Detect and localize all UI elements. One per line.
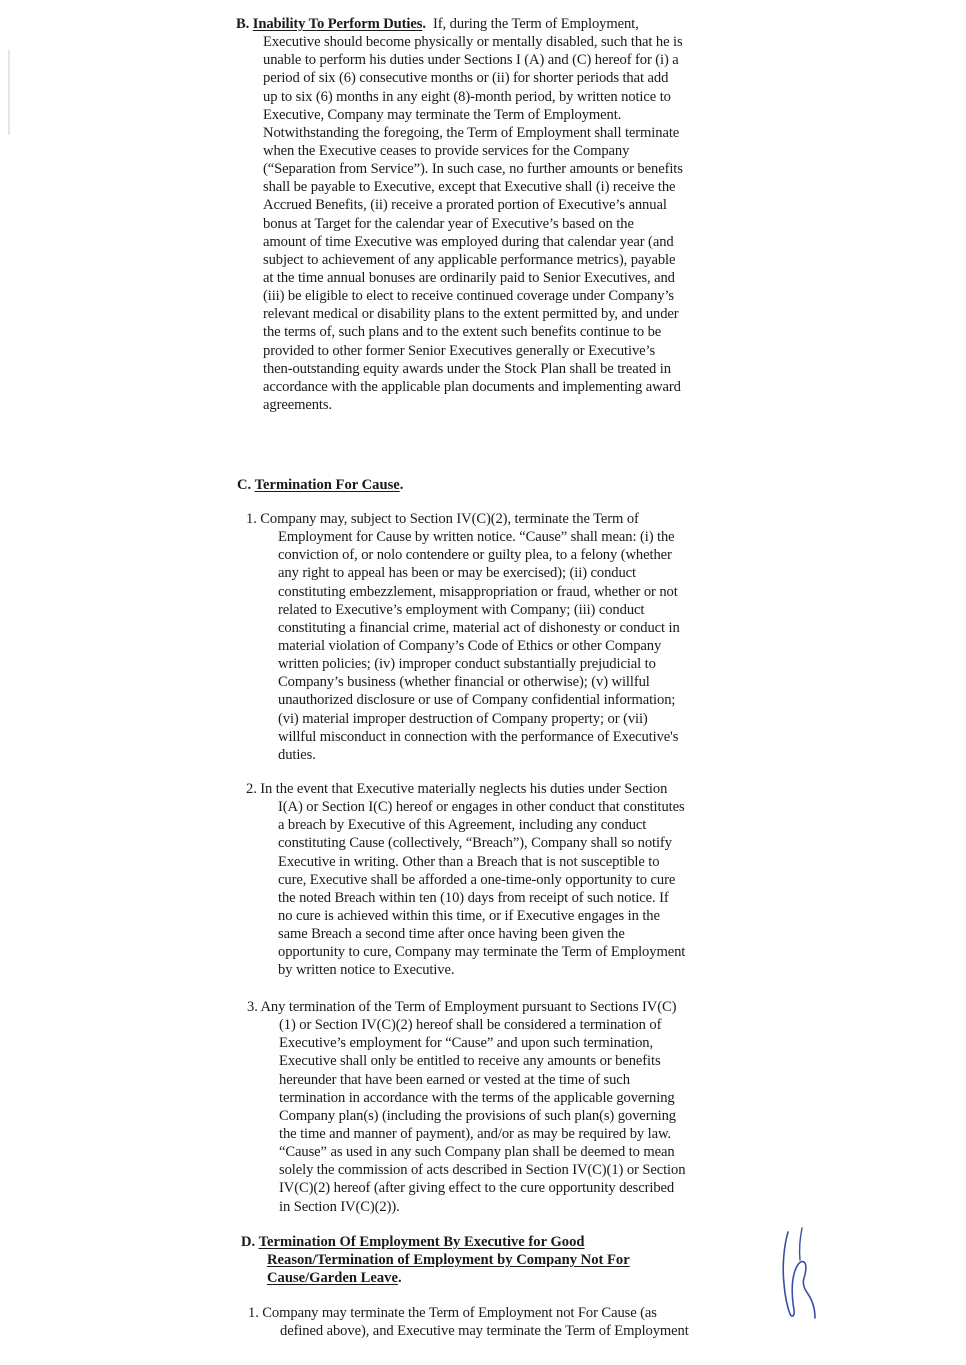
item-line: Employment for Cause by written notice. “Cause” shall mean: (i) the [278,529,675,546]
item-line: I(A) or Section I(C) hereof or engages in other conduct that constitutes [278,799,685,816]
item-line: 1. Company may terminate the Term of Employment not For Cause (as [248,1305,657,1321]
item-line: material violation of Company’s Code of Ethics or other Company [278,637,662,654]
section-b-line: Notwithstanding the foregoing, the Term of Employment shall terminate [263,124,680,141]
item-line: in Section IV(C)(2)). [279,1198,400,1215]
section-b-line: Executive, Company may terminate the Term of Employment. [263,106,622,123]
section-b-line: then-outstanding equity awards under the Stock Plan shall be treated in [263,360,671,377]
item-line: written policies; (iv) improper conduct substantially prejudicial to [278,656,656,673]
section-b-line: period of six (6) consecutive months or (ii) for shorter periods that add [263,70,669,87]
item-line: the time and manner of payment), and/or as may be required by law. [279,1125,672,1142]
section-b-line: shall be payable to Executive, except that Executive shall (i) receive the [263,179,676,196]
item-line: same Breach a second time after once having been given the [278,926,625,943]
item-line: 1. Company may, subject to Section IV(C)(2), terminate the Term of [246,511,639,527]
section-c-title: Termination For Cause [254,477,400,493]
item-line: (1) or Section IV(C)(2) hereof shall be considered a termination of [279,1017,662,1034]
item-line: constituting a financial crime, material act of dishonesty or conduct in [278,619,680,636]
item-line: termination in accordance with the terms of the applicable governing [279,1089,675,1106]
item-line: IV(C)(2) hereof (after giving effect to the cure opportunity described [279,1180,675,1197]
item-line: the noted Breach within ten (10) days from receipt of such notice. If [278,889,669,906]
section-b-paragraph: B. Inability To Perform Duties. If, during the Term of Employment, Executive should become physically or mentally disabled, such that he is unable to perform his duties under Sections I (A) and (C) hereof for (i) a period of six (6) consecutive months or (ii) for shorter periods that add up to six (6) months in any eight (8)-month period, by written notice to Executive, Company may terminate the Term of Employment. Notwithstanding the foregoing, the Term of Employment shall terminate when the Executive ceases to provide services for the Company (“Separation from Service”). In such case, no further amounts or benefits shall be payable to Executive, except that Executive shall (i) receive the Accrued Benefits, (ii) receive a prorated portion of Executive’s annual bonus at Target for the calendar year of Executive’s based on the amount of time Executive was employed during that calendar year (and subject to achievement of any applicable performance metrics), payable at the time annual bonuses are ordinarily paid to Senior Executives, and (iii) be eligible to elect to receive continued coverage under Company’s relevant medical or disability plans to the extent permitted by, and under the terms of, such plans and to the extent such benefits continue to be provided to other former Senior Executives generally or Executive’s then-outstanding equity awards under the Stock Plan shall be treated in accordance with the applicable plan documents and implementing award agreements. [236,16,683,413]
section-d-title-line: Reason/Termination of Employment by Company Not For [267,1252,630,1269]
section-b-line: at the time annual bonuses are ordinarily paid to Senior Executives, and [263,269,675,286]
section-d-item-1 [248,1304,689,1340]
section-b-letter: B. [236,16,250,32]
item-line: a breach by Executive of this Agreement, including any conduct [278,817,647,834]
section-c-item-2 [246,780,685,980]
item-line: willful misconduct in connection with the performance of Executive's [278,728,679,745]
section-c-letter: C. [237,477,252,493]
item-line: Company’s business (whether financial or otherwise); (v) willful [278,674,650,691]
section-b-line: subject to achievement of any applicable performance metrics), payable [263,251,676,268]
item-line: Executive shall only be entitled to receive any amounts or benefits [279,1053,661,1070]
item-line: 2. In the event that Executive materially neglects his duties under Section [246,781,668,797]
item-line: any right to appeal has been or may be exercised); (ii) conduct [278,565,636,582]
section-b-line: unable to perform his duties under Sections I (A) and (C) hereof for (i) a [263,52,679,69]
section-c-item-3 [247,998,685,1216]
item-line: unauthorized disclosure or use of Company confidential information; [278,692,676,709]
item-line: related to Executive’s employment with Company; (iii) conduct [278,601,645,618]
item-line: solely the commission of acts described in Section IV(C)(1) or Section [279,1162,686,1179]
section-b-line: when the Executive ceases to provide services for the Company [263,142,630,159]
item-line: 3. Any termination of the Term of Employment pursuant to Sections IV(C) [247,999,677,1015]
section-b-line: accordance with the applicable plan documents and implementing award [263,378,681,395]
section-b-line: Accrued Benefits, (ii) receive a prorated portion of Executive’s annual [263,197,667,214]
item-line: cure, Executive shall be afforded a one-time-only opportunity to cure [278,871,676,888]
section-b-title: Inability To Perform Duties [252,16,423,32]
handwritten-initials-signature [778,1226,826,1324]
section-b-line: If, during the Term of Employment, [433,16,639,32]
item-line: (vi) material improper destruction of Company property; or (vii) [278,710,648,727]
section-b-line: (“Separation from Service”). In such case, no further amounts or benefits [263,161,683,178]
section-b-line: relevant medical or disability plans to the extent permitted by, and under [263,306,679,323]
scan-edge-mark [8,50,10,135]
item-line: conviction of, or nolo contendere or guilty plea, to a felony (whether [278,547,672,564]
item-line: opportunity to cure, Company may terminate the Term of Employment [278,944,686,961]
section-d-title-line: Termination Of Employment By Executive for Good [258,1234,585,1250]
section-c-heading: C. Termination For Cause. [237,477,404,493]
section-b-line: Executive should become physically or mentally disabled, such that he is [263,34,683,51]
item-line: “Cause” as used in any such Company plan shall be deemed to mean [279,1144,675,1161]
item-line: no cure is achieved within this time, or if Executive engages in the [278,907,660,924]
item-line: duties. [278,746,316,763]
item-line: defined above), and Executive may terminate the Term of Employment [280,1323,689,1340]
item-line: constituting Cause (collectively, “Breach”), Company shall so notify [278,835,672,852]
section-c-item-1 [246,510,680,764]
section-d-letter: D. [241,1234,256,1250]
item-line: Company plan(s) (including the provisions of such plan(s) governing [279,1107,676,1124]
section-b-line: agreements. [263,396,332,413]
item-line: by written notice to Executive. [278,962,455,979]
section-b-line: (iii) be eligible to elect to receive continued coverage under Company’s [263,288,674,305]
item-line: Executive’s employment for “Cause” and upon such termination, [279,1035,654,1052]
section-b-line: up to six (6) months in any eight (8)-month period, by written notice to [263,88,671,105]
section-d-title-line: Cause/Garden Leave [267,1270,398,1287]
section-b-line: amount of time Executive was employed during that calendar year (and [263,233,674,250]
section-b-line: the terms of, such plans and to the extent such benefits continue to be [263,324,662,341]
item-line: constituting embezzlement, misappropriation or fraud, whether or not [278,583,678,600]
section-b-line: provided to other former Senior Executives generally or Executive’s [263,342,656,359]
section-d-heading: D. Termination Of Employment By Executive for Good Reason/Termination of Employment by Company Not For Cause/Garden Leave. [241,1234,630,1287]
section-b-line: bonus at Target for the calendar year of Executive’s based on the [263,215,634,232]
item-line: hereunder that have been earned or vested at the time of such [279,1071,630,1088]
item-line: Executive in writing. Other than a Breach that is not susceptible to [278,853,660,870]
